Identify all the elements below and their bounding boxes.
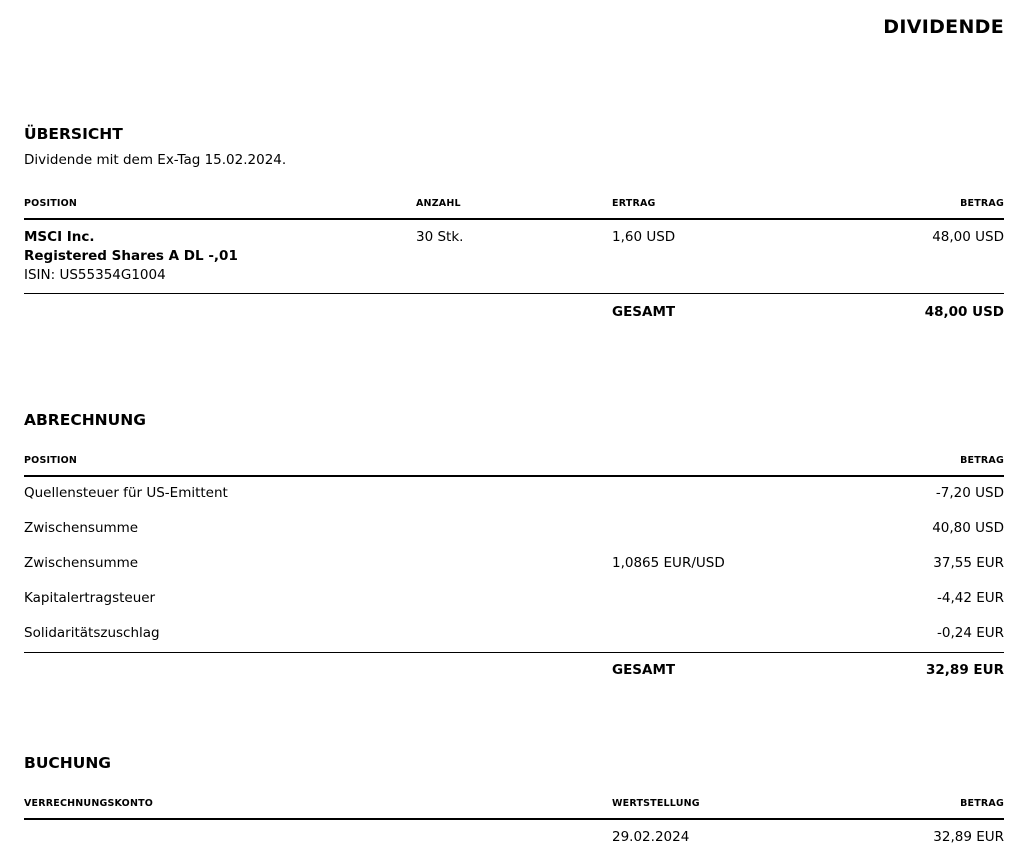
overview-header-betrag: BETRAG [960,198,1004,209]
booking-header-rule [24,818,1004,820]
settlement-row-label: Solidaritätszuschlag [24,625,160,641]
document-title: DIVIDENDE [883,16,1004,38]
overview-anzahl-value: 30 Stk. [416,229,464,245]
overview-betrag-value: 48,00 USD [932,229,1004,245]
booking-header-betrag: BETRAG [960,798,1004,809]
booking-betrag-value: 32,89 EUR [933,829,1004,845]
settlement-header-betrag: BETRAG [960,455,1004,466]
settlement-row-value: 40,80 USD [932,520,1004,536]
settlement-section-title: ABRECHNUNG [24,411,146,429]
booking-header-account: VERRECHNUNGSKONTO [24,798,154,809]
overview-header-anzahl: ANZAHL [416,198,461,209]
settlement-row-label: Zwischensumme [24,520,139,536]
settlement-total-rule [24,652,1004,653]
settlement-total-value: 32,89 EUR [926,662,1004,678]
exchange-rate: 1,0865 EUR/USD [612,555,725,571]
security-name: MSCI Inc. [24,229,95,245]
overview-total-value: 48,00 USD [924,304,1004,320]
settlement-row-value: -7,20 USD [935,485,1004,501]
overview-section-title: ÜBERSICHT [24,125,123,143]
booking-value-date: 29.02.2024 [612,829,690,845]
settlement-row-value: -4,42 EUR [936,590,1004,606]
overview-ertrag-value: 1,60 USD [612,229,676,245]
settlement-header-rule [24,475,1004,477]
booking-section-title: BUCHUNG [24,754,112,772]
overview-header-rule [24,218,1004,220]
overview-intro: Dividende mit dem Ex-Tag 15.02.2024. [24,152,287,168]
settlement-row-label: Quellensteuer für US-Emittent [24,485,228,501]
settlement-row-label: Kapitalertragsteuer [24,590,156,606]
overview-header-ertrag: ERTRAG [612,198,656,209]
overview-header-position: POSITION [24,198,78,209]
settlement-row-value: -0,24 EUR [936,625,1004,641]
settlement-row-value: 37,55 EUR [933,555,1004,571]
booking-header-value-date: WERTSTELLUNG [612,798,700,809]
overview-total-rule [24,293,1004,294]
settlement-header-position: POSITION [24,455,78,466]
security-share-class: Registered Shares A DL -,01 [24,248,238,264]
settlement-row-label: Zwischensumme [24,555,139,571]
security-isin: ISIN: US55354G1004 [24,267,166,283]
dividend-statement [24,0,1004,865]
settlement-total-label: GESAMT [612,662,676,678]
overview-total-label: GESAMT [612,304,676,320]
